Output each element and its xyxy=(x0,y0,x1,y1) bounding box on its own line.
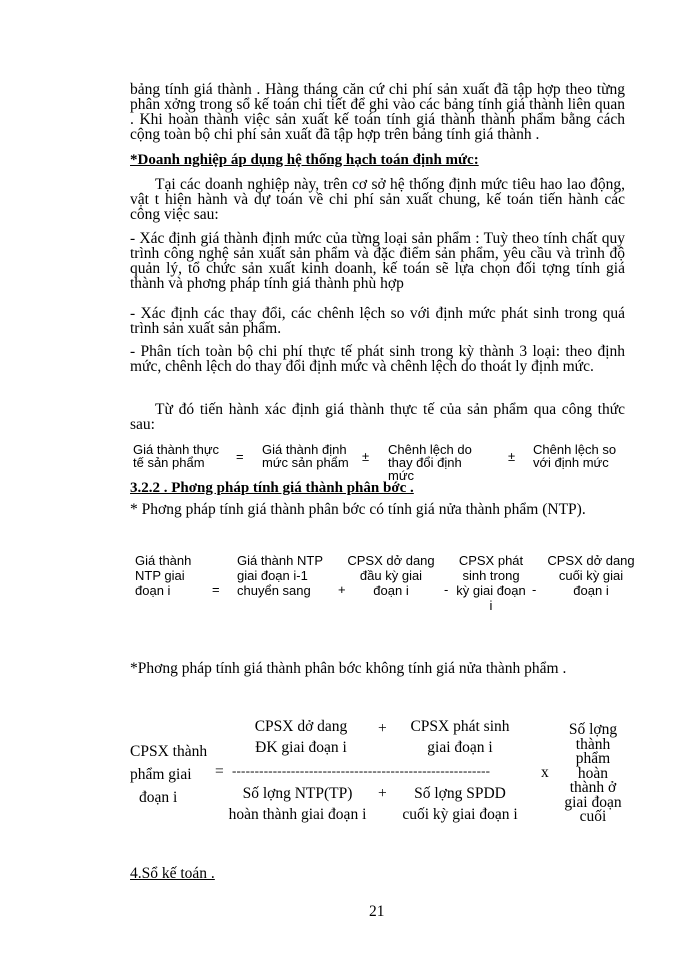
formula3-lhs-line-2: phẩm giai xyxy=(130,766,192,783)
formula2-term-dau-ky: CPSX dở dang đầu kỳ giai đoạn i xyxy=(347,553,435,598)
paragraph-khong-tinh-ntp: *Phơng pháp tính giá thành phân bớc không tính giá nửa thành phẩm . xyxy=(130,660,567,677)
formula2-term-phat-sinh: CPSX phát sinh trong kỳ giai đoạn i xyxy=(456,553,526,613)
formula3-n1-line-1: CPSX dở dang xyxy=(254,718,348,735)
formula3-numerator-plus: + xyxy=(378,720,387,737)
formula1-term-thuc-te: Giá thành thực tế sản phẩm xyxy=(133,442,220,470)
heading-3-2-2: 3.2.2 . Phơng pháp tính giá thành phân bớc . xyxy=(130,480,414,496)
formula3-mult-line-3: phẩm xyxy=(575,750,611,767)
formula3-n2-line-1: CPSX phát sinh xyxy=(410,718,510,735)
formula1-equals: = xyxy=(236,449,244,464)
page-number: 21 xyxy=(369,903,385,920)
formula2-term-cuoi-ky: CPSX dở dang cuối kỳ giai đoạn i xyxy=(547,553,635,598)
paragraph-co-tinh-ntp: * Phơng pháp tính giá thành phân bớc có tính giá nửa thành phẩm (NTP). xyxy=(130,501,586,518)
formula3-numerator-2 xyxy=(395,716,525,758)
formula2-term-ntp-i-1: Giá thành NTP giai đoạn i-1 chuyển sang xyxy=(237,553,323,598)
formula3-lhs-line-3: đoạn i xyxy=(139,789,178,806)
bullet-gia-thanh-dinh-muc: - Xác định giá thành định mức của từng loại sản phẩm : Tuỳ theo tính chất quy trình công nghệ sản xuất sản phẩm và đặc điểm sản phẩm, yêu cầu và trình độ quản lý, tổ chức sản xuất kinh doanh, kế toán sẽ lựa chọn đối tợng tính giá thành và phơng pháp tính giá thành phù hợp xyxy=(130,230,625,292)
heading-dinh-muc: *Doanh nghiệp áp dụng hệ thống hạch toán định mức: xyxy=(130,153,479,168)
paragraph-cong-thuc: Từ đó tiến hành xác định giá thành thực tế của sản phẩm qua công thức sau: xyxy=(130,401,625,433)
formula3-d2-line-1: Số lợng SPDD xyxy=(414,785,506,802)
formula3-multiplier xyxy=(558,723,628,825)
formula3-n2-line-2: giai đoạn i xyxy=(427,739,493,756)
formula2-minus-2: - xyxy=(532,582,537,597)
bullet-thay-doi: - Xác định các thay đổi, các chênh lệch so với định mức phát sinh trong quá trình sản xuất sản phẩm. xyxy=(130,305,625,337)
formula3-n1-line-2: ĐK giai đoạn i xyxy=(255,739,347,756)
formula1-plus-minus-1: ± xyxy=(362,449,370,464)
bullet-phan-tich: - Phân tích toàn bộ chi phí thực tế phát sinh trong kỳ thành 3 loại: theo định mức, chênh lệch do thay đổi định mức và chênh lệch do thoát ly định mức. xyxy=(130,343,625,375)
formula3-d2-line-2: cuối kỳ giai đoạn i xyxy=(402,806,518,823)
formula3-fraction-bar: --------------------------------------------------------- xyxy=(232,763,491,778)
formula3-d1-line-1: Số lợng NTP(TP) xyxy=(242,785,353,802)
formula1-plus-minus-2: ± xyxy=(508,449,516,464)
formula3-mult-line-1: Số lợng xyxy=(568,721,618,738)
formula3-mult-line-2: thành xyxy=(575,735,611,753)
formula3-lhs-line-1: CPSX thành xyxy=(130,743,208,760)
paragraph-intro: bảng tính giá thành . Hàng tháng căn cứ chi phí sản xuất đã tập hợp theo từng phân xởng trong sổ kế toán chi tiết để ghi vào các bảng tính giá thành liên quan . Khi hoàn thành việc sản xuất kế toán tính giá thành thành phẩm bằng cách cộng toàn bộ chi phí sản xuất đã tập hợp trên bảng tính giá thành . xyxy=(130,81,625,143)
formula3-mult-line-6: giai đoạn xyxy=(564,793,622,811)
formula3-mult-line-5: thành ở xyxy=(569,779,617,796)
formula3-mult-line-7: cuối xyxy=(579,808,607,825)
formula2-minus-1: - xyxy=(444,582,449,597)
formula2-term-ntp-i: Giá thành NTP giai đoạn i xyxy=(135,553,192,598)
formula2-equals: = xyxy=(212,582,220,597)
formula3-numerator-1 xyxy=(226,716,376,758)
formula3-times: x xyxy=(541,764,549,781)
formula2-plus: + xyxy=(338,582,346,597)
formula1-term-dinh-muc: Giá thành định mức sản phẩm xyxy=(262,442,349,470)
heading-so-ke-toan: 4.Sổ kế toán . xyxy=(130,865,215,882)
formula3-d1-line-2: hoàn thành giai đoạn i xyxy=(228,806,367,823)
formula1-term-chenh-lech-so: Chênh lệch so với định mức xyxy=(533,442,617,470)
formula3-equals: = xyxy=(215,763,224,780)
formula3-lhs xyxy=(130,740,207,809)
formula1-term-chenh-lech-thay-doi: Chênh lệch do thay đổi định mức xyxy=(388,442,472,483)
formula3-mult-line-4: hoàn xyxy=(577,764,609,782)
paragraph-dinh-muc: Tại các doanh nghiệp này, trên cơ sở hệ thống định mức tiêu hao lao động, vật t hiện hành và dự toán về chi phí sản xuất chung, kế toán tiến hành các công việc sau: xyxy=(130,176,625,223)
formula3-denominator-2 xyxy=(395,783,525,825)
formula3-denominator-plus: + xyxy=(378,785,387,802)
formula3-denominator-1 xyxy=(220,783,375,825)
